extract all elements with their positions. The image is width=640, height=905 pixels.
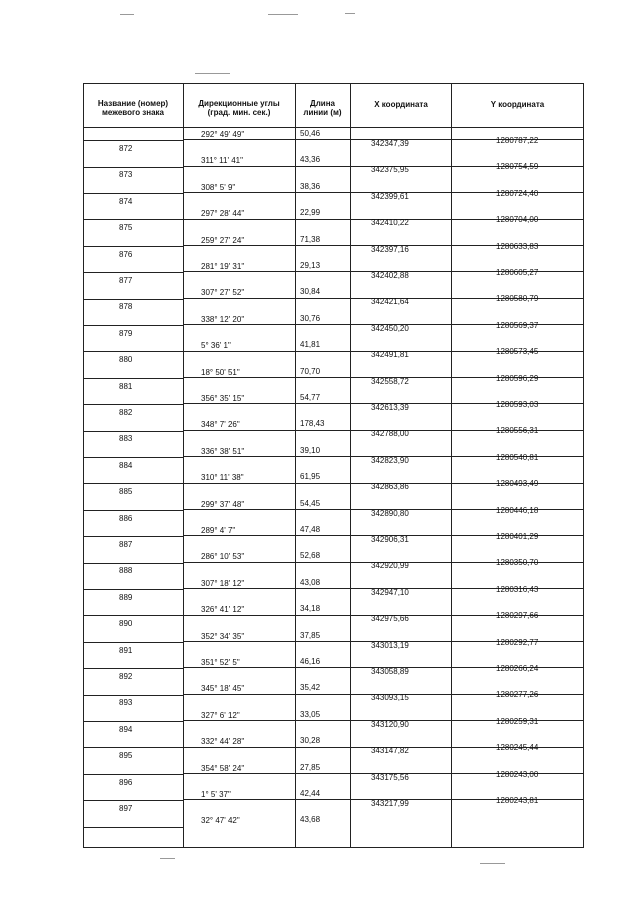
x-coordinate: 342410,22 [371, 218, 409, 228]
y-coordinate: 1280297,66 [496, 611, 539, 621]
x-coordinate: 342788,00 [371, 429, 409, 439]
direction-angle: 307° 27' 52" [201, 288, 245, 298]
direction-angle: 307° 18' 12" [201, 578, 245, 588]
name-row-line [83, 140, 183, 141]
header-divider [83, 127, 583, 128]
line-length: 41,81 [300, 340, 321, 350]
line-length: 30,84 [300, 287, 321, 297]
marker-name: 877 [119, 276, 133, 285]
marker-name: 878 [119, 302, 133, 312]
x-coordinate: 342347,39 [371, 139, 409, 148]
x-coordinate: 342491,81 [371, 350, 409, 360]
x-coordinate: 343093,15 [371, 693, 409, 703]
name-row-line [83, 668, 183, 669]
x-coordinate: 343147,82 [371, 746, 409, 756]
line-length: 54,45 [300, 498, 321, 508]
direction-angle: 18° 50' 51" [201, 367, 240, 377]
x-coordinate: 342558,72 [371, 376, 409, 386]
y-coordinate: 1280593,03 [496, 400, 539, 409]
table-border-right [583, 83, 584, 848]
y-coordinate: 1280580,79 [496, 294, 539, 304]
scan-speck [480, 863, 505, 864]
x-coordinate: 343120,90 [371, 719, 409, 729]
column-divider-2 [295, 83, 296, 848]
x-coordinate: 342450,20 [371, 323, 409, 333]
x-coordinate: 342863,86 [371, 482, 409, 492]
direction-angle: 327° 6' 12" [201, 710, 240, 720]
direction-angle: 311° 11' 41" [201, 156, 243, 166]
direction-angle: 299° 37' 48" [201, 499, 245, 509]
x-coordinate: 342397,16 [371, 244, 409, 254]
y-coordinate: 1280787,22 [496, 136, 539, 145]
header-x: X координата [374, 100, 428, 109]
line-length: 30,28 [300, 736, 321, 746]
y-coordinate: 1280350,70 [496, 558, 539, 568]
marker-name: 887 [119, 540, 133, 549]
name-row-line [83, 219, 183, 220]
marker-name: 873 [119, 170, 133, 180]
direction-angle: 354° 58' 24" [201, 763, 245, 773]
marker-name: 893 [119, 698, 133, 708]
direction-angle: 297° 28' 44" [201, 209, 245, 219]
x-coordinate: 342906,31 [371, 535, 409, 544]
direction-angle: 259° 27' 24" [201, 235, 245, 245]
x-coordinate: 342890,80 [371, 508, 409, 518]
table-border-bottom [83, 847, 583, 848]
direction-angle: 32° 47' 42" [201, 816, 240, 826]
y-coordinate: 1280556,31 [496, 426, 539, 436]
name-row-line [83, 800, 183, 801]
line-length: 35,42 [300, 683, 321, 693]
line-length: 30,76 [300, 313, 321, 323]
column-divider-1 [183, 83, 184, 848]
scan-speck [160, 858, 175, 859]
name-row-line [83, 351, 183, 352]
line-length: 43,68 [300, 815, 321, 825]
line-length: 29,13 [300, 261, 321, 270]
y-coordinate: 1280243,00 [496, 769, 539, 779]
y-coordinate: 1280633,83 [496, 241, 539, 251]
direction-angle: 352° 34' 35" [201, 631, 245, 641]
y-coordinate: 1280596,29 [496, 373, 539, 383]
name-row-line [83, 246, 183, 247]
marker-name: 889 [119, 592, 133, 602]
direction-angle: 348° 7' 26" [201, 420, 240, 430]
x-coordinate: 342975,66 [371, 614, 409, 624]
direction-angle: 336° 38' 51" [201, 446, 245, 456]
x-coordinate: 342613,39 [371, 403, 409, 412]
name-row-line [83, 642, 183, 643]
direction-angle: 289° 4' 7" [201, 526, 236, 535]
table-border-top [83, 83, 583, 84]
direction-angle: 345° 18' 45" [201, 684, 245, 694]
line-length: 27,85 [300, 762, 321, 772]
name-row-line [83, 510, 183, 511]
x-coordinate: 343013,19 [371, 640, 409, 650]
column-divider-3 [350, 83, 351, 848]
column-divider-4 [451, 83, 452, 848]
name-row-line [83, 193, 183, 194]
x-coordinate: 342947,10 [371, 587, 409, 597]
line-length: 46,16 [300, 657, 321, 666]
direction-angle: 356° 35' 15" [201, 394, 245, 403]
line-length: 33,05 [300, 709, 321, 719]
x-coordinate: 343217,99 [371, 799, 409, 808]
y-coordinate: 1280569,37 [496, 320, 539, 330]
x-coordinate: 343175,56 [371, 772, 409, 782]
coordinates-table [83, 83, 583, 848]
scan-speck [268, 14, 298, 15]
name-row-line [83, 404, 183, 405]
name-row-line [83, 483, 183, 484]
name-row-line [83, 167, 183, 168]
x-coordinate: 342920,99 [371, 561, 409, 571]
x-coordinate: 342375,95 [371, 165, 409, 175]
name-row-line [83, 827, 183, 828]
x-coordinate: 342421,64 [371, 297, 409, 307]
direction-angle: 310° 11' 38" [201, 473, 244, 483]
direction-angle: 286° 10' 53" [201, 552, 245, 562]
scan-speck [120, 14, 134, 15]
line-length: 43,36 [300, 155, 321, 165]
line-length: 50,46 [300, 129, 321, 138]
name-row-line [83, 299, 183, 300]
y-coordinate: 1280754,59 [496, 162, 539, 172]
direction-angle: 5° 36' 1" [201, 341, 231, 351]
line-length: 38,36 [300, 181, 321, 191]
y-coordinate: 1280446,18 [496, 505, 539, 515]
marker-name: 876 [119, 249, 133, 259]
line-length: 71,38 [300, 234, 321, 244]
name-row-line [83, 378, 183, 379]
line-length: 47,48 [300, 525, 321, 534]
header-y: Y координата [490, 100, 545, 109]
line-length: 42,44 [300, 789, 321, 798]
line-length: 61,95 [300, 472, 321, 482]
marker-name: 883 [119, 434, 133, 444]
header-name: Название (номер) межевого знака [97, 99, 169, 117]
name-row-line [83, 695, 183, 696]
x-coordinate: 342823,90 [371, 455, 409, 465]
direction-angle: 1° 5' 37" [201, 790, 231, 799]
marker-name: 882 [119, 408, 133, 417]
direction-angle: 338° 12' 20" [201, 314, 245, 324]
line-length: 43,08 [300, 577, 321, 587]
x-coordinate: 342399,61 [371, 191, 409, 201]
line-length: 54,77 [300, 393, 321, 402]
name-row-line [83, 721, 183, 722]
y-coordinate: 1280704,00 [496, 215, 539, 225]
scan-speck [345, 13, 355, 14]
marker-name: 891 [119, 645, 133, 655]
marker-name: 875 [119, 223, 133, 233]
name-row-line [83, 747, 183, 748]
name-row-line [83, 536, 183, 537]
direction-angle: 326° 41' 12" [201, 605, 245, 615]
y-coordinate: 1280316,43 [496, 584, 539, 594]
marker-name: 885 [119, 487, 133, 497]
y-coordinate: 1280266,24 [496, 664, 539, 673]
marker-name: 880 [119, 355, 133, 365]
marker-name: 897 [119, 804, 133, 813]
direction-angle: 351° 52' 5" [201, 658, 240, 667]
line-length: 22,99 [300, 208, 321, 218]
marker-name: 874 [119, 196, 133, 206]
name-row-line [83, 563, 183, 564]
marker-name: 888 [119, 566, 133, 576]
line-length: 34,18 [300, 604, 321, 614]
line-length: 39,10 [300, 445, 321, 455]
header-angle: Дирекционные углы (град. мин. сек.) [198, 99, 280, 117]
marker-name: 890 [119, 619, 133, 629]
direction-angle: 281° 19' 31" [201, 262, 245, 271]
header-length: Длина линии (м) [303, 99, 342, 117]
name-row-line [83, 774, 183, 775]
y-coordinate: 1280245,44 [496, 743, 539, 753]
direction-angle: 292° 49' 49" [201, 130, 245, 139]
line-length: 178,43 [300, 419, 325, 429]
y-coordinate: 1280605,27 [496, 268, 539, 277]
line-length: 37,85 [300, 630, 321, 640]
marker-name: 886 [119, 513, 133, 523]
name-row-line [83, 457, 183, 458]
name-row-line [83, 589, 183, 590]
y-coordinate: 1280259,31 [496, 716, 539, 726]
y-coordinate: 1280540,81 [496, 452, 539, 462]
marker-name: 894 [119, 724, 133, 734]
marker-name: 879 [119, 328, 133, 338]
marker-name: 892 [119, 672, 133, 681]
name-row-line [83, 272, 183, 273]
marker-name: 884 [119, 460, 133, 470]
marker-name: 896 [119, 777, 133, 787]
name-row-line [83, 325, 183, 326]
y-coordinate: 1280724,40 [496, 188, 539, 198]
marker-name: 895 [119, 751, 133, 761]
marker-name: 872 [119, 144, 133, 153]
table-border-left [83, 83, 84, 848]
name-row-line [83, 615, 183, 616]
x-coordinate: 342402,88 [371, 271, 409, 280]
name-row-line [83, 431, 183, 432]
y-coordinate: 1280573,45 [496, 347, 539, 357]
y-coordinate: 1280292,77 [496, 637, 539, 647]
line-length: 70,70 [300, 366, 321, 376]
y-coordinate: 1280493,49 [496, 479, 539, 489]
scan-speck [195, 73, 230, 74]
marker-name: 881 [119, 381, 133, 391]
y-coordinate: 1280277,26 [496, 690, 539, 700]
y-coordinate: 1280401,29 [496, 532, 539, 541]
x-coordinate: 343058,89 [371, 667, 409, 676]
y-coordinate: 1280243,81 [496, 796, 539, 805]
direction-angle: 308° 5' 9" [201, 182, 236, 192]
direction-angle: 332° 44' 28" [201, 737, 245, 747]
line-length: 52,68 [300, 551, 321, 561]
